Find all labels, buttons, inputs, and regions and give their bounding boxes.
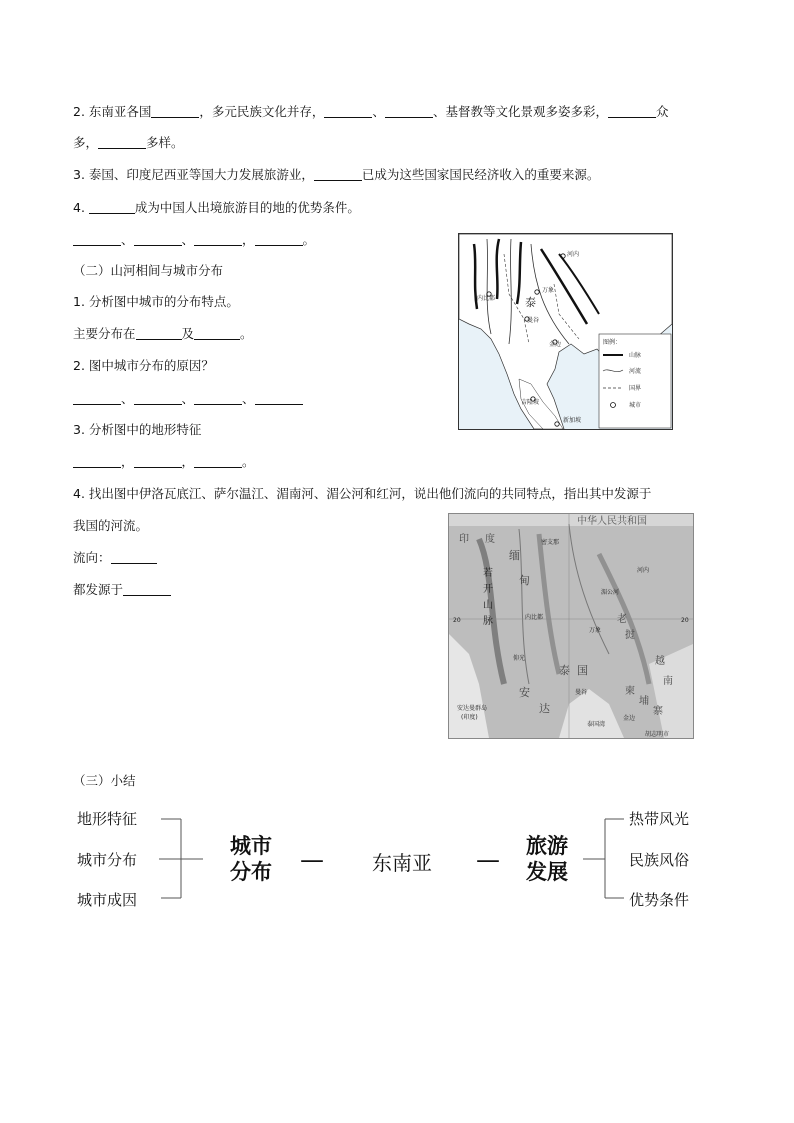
text: 、 bbox=[181, 391, 195, 406]
map-label: 甸 bbox=[519, 574, 530, 587]
dash-left: — bbox=[300, 846, 324, 874]
text: 成为中国人出境旅游目的地的优势条件。 bbox=[134, 200, 360, 215]
text: 分布 bbox=[230, 860, 272, 884]
question-4: 4. 找出图中伊洛瓦底江、萨尔温江、湄南河、湄公河和红河，说出他们流向的共同特点，指出其中发源于 bbox=[73, 486, 652, 501]
map-label: 河内 bbox=[567, 251, 580, 258]
map-label: 湄公河 bbox=[601, 589, 620, 596]
question-1: 1. 分析图中城市的分布特点。 bbox=[73, 294, 239, 309]
summary-center: 东南亚 bbox=[372, 851, 432, 875]
map-label: 国 bbox=[577, 664, 588, 677]
map-label: 中华人民共和国 bbox=[577, 516, 647, 527]
section-2-heading: （二）山河相间与城市分布 bbox=[73, 263, 224, 278]
text: 主要分布在 bbox=[73, 326, 136, 341]
map-label: 印 bbox=[459, 534, 469, 545]
map-label: 度 bbox=[485, 534, 495, 545]
text: ， bbox=[181, 454, 195, 469]
map-label: 河内 bbox=[637, 567, 650, 574]
text: ，多元民族文化并存， bbox=[199, 104, 325, 119]
map-label: 达 bbox=[539, 702, 550, 715]
summary-cities bbox=[225, 833, 277, 885]
map-label: 曼谷 bbox=[575, 689, 588, 696]
map-label: 新加坡 bbox=[563, 417, 582, 424]
text: ， bbox=[121, 454, 134, 469]
text: 城市 bbox=[230, 834, 272, 858]
map-label: 密支那 bbox=[541, 539, 560, 546]
text: 多， bbox=[73, 135, 99, 150]
text: 3. 泰国、印度尼西亚等国大力发展旅游业， bbox=[73, 167, 314, 182]
text: 。 bbox=[242, 454, 255, 469]
map-label: 缅 bbox=[509, 549, 520, 562]
text: 旅游 bbox=[526, 834, 568, 858]
map-label: 万象 bbox=[589, 627, 602, 634]
map-label: 山 bbox=[483, 600, 493, 611]
question-2: 2. 图中城市分布的原因？ bbox=[73, 358, 214, 373]
text: 流向： bbox=[73, 550, 111, 565]
text: 众 bbox=[655, 104, 669, 119]
question-4-cont: 我国的河流。 bbox=[73, 518, 149, 533]
map-label: 吉隆坡 bbox=[521, 399, 540, 406]
summary-tourism bbox=[520, 833, 574, 885]
legend-city: 城市 bbox=[629, 402, 642, 409]
text: 已成为这些国家国民经济收入的重要来源。 bbox=[361, 167, 600, 182]
map-label: 内比都 bbox=[525, 614, 544, 621]
map-label: 寨 bbox=[653, 706, 663, 717]
section-3-heading: （三）小结 bbox=[73, 773, 136, 788]
legend-title: 图例： bbox=[603, 339, 622, 346]
map-label: 金边 bbox=[549, 341, 562, 348]
summary-right-item: 民族风俗 bbox=[629, 851, 690, 869]
text: 、 bbox=[181, 232, 195, 247]
map-label: 挝 bbox=[625, 630, 635, 641]
text: 。 bbox=[302, 232, 316, 247]
question-3: 3. 分析图中的地形特征 bbox=[73, 422, 202, 437]
map-label: (印度) bbox=[461, 714, 478, 721]
summary-right-item: 优势条件 bbox=[629, 891, 690, 909]
map-label: 安 bbox=[519, 686, 530, 699]
map-label: 曼谷 bbox=[527, 317, 540, 324]
map-label: 20 bbox=[681, 617, 689, 624]
map-label: 胡志明市 bbox=[645, 731, 670, 738]
legend-river: 河流 bbox=[629, 368, 642, 375]
summary-left-item: 城市分布 bbox=[77, 851, 138, 869]
summary-left-item: 地形特征 bbox=[77, 810, 138, 828]
map-label: 内比都 bbox=[477, 295, 496, 302]
map-label: 泰 bbox=[525, 296, 536, 309]
text: 、 bbox=[372, 104, 385, 119]
text: 、 bbox=[242, 391, 255, 406]
map-label: 金边 bbox=[623, 715, 636, 722]
summary-right-item: 热带风光 bbox=[629, 810, 690, 828]
dash-right: — bbox=[476, 846, 500, 874]
summary-left-item: 城市成因 bbox=[77, 891, 138, 909]
map-label: 老 bbox=[617, 614, 627, 625]
text: 4. bbox=[73, 200, 89, 215]
text: 都发源于 bbox=[73, 582, 124, 597]
map-label: 柬 bbox=[625, 686, 635, 697]
map-label: 万象 bbox=[542, 287, 555, 294]
map-label: 泰国湾 bbox=[587, 721, 606, 728]
map-label: 仰光 bbox=[513, 655, 526, 662]
map-label: 20 bbox=[453, 617, 461, 624]
legend-mountain: 山脉 bbox=[629, 352, 642, 359]
map-label: 安达曼群岛 bbox=[457, 705, 488, 712]
map-label: 脉 bbox=[483, 616, 493, 627]
text: 、基督教等文化景观多姿多彩， bbox=[432, 104, 608, 119]
map-label: 若 bbox=[483, 568, 493, 579]
map-label: 越 bbox=[655, 656, 665, 667]
text: 及 bbox=[181, 326, 195, 341]
text: 多样。 bbox=[146, 135, 184, 150]
map-label: 泰 bbox=[559, 664, 570, 677]
text: 、 bbox=[121, 391, 134, 406]
text: 。 bbox=[240, 326, 253, 341]
text: 2. 东南亚各国 bbox=[73, 104, 152, 119]
legend-border: 国界 bbox=[629, 385, 642, 392]
text: 发展 bbox=[526, 860, 568, 884]
map-label: 埔 bbox=[639, 696, 649, 707]
map-label: 开 bbox=[483, 584, 493, 595]
map-label: 南 bbox=[663, 676, 673, 687]
text: 、 bbox=[121, 232, 134, 247]
text: ， bbox=[242, 232, 255, 247]
